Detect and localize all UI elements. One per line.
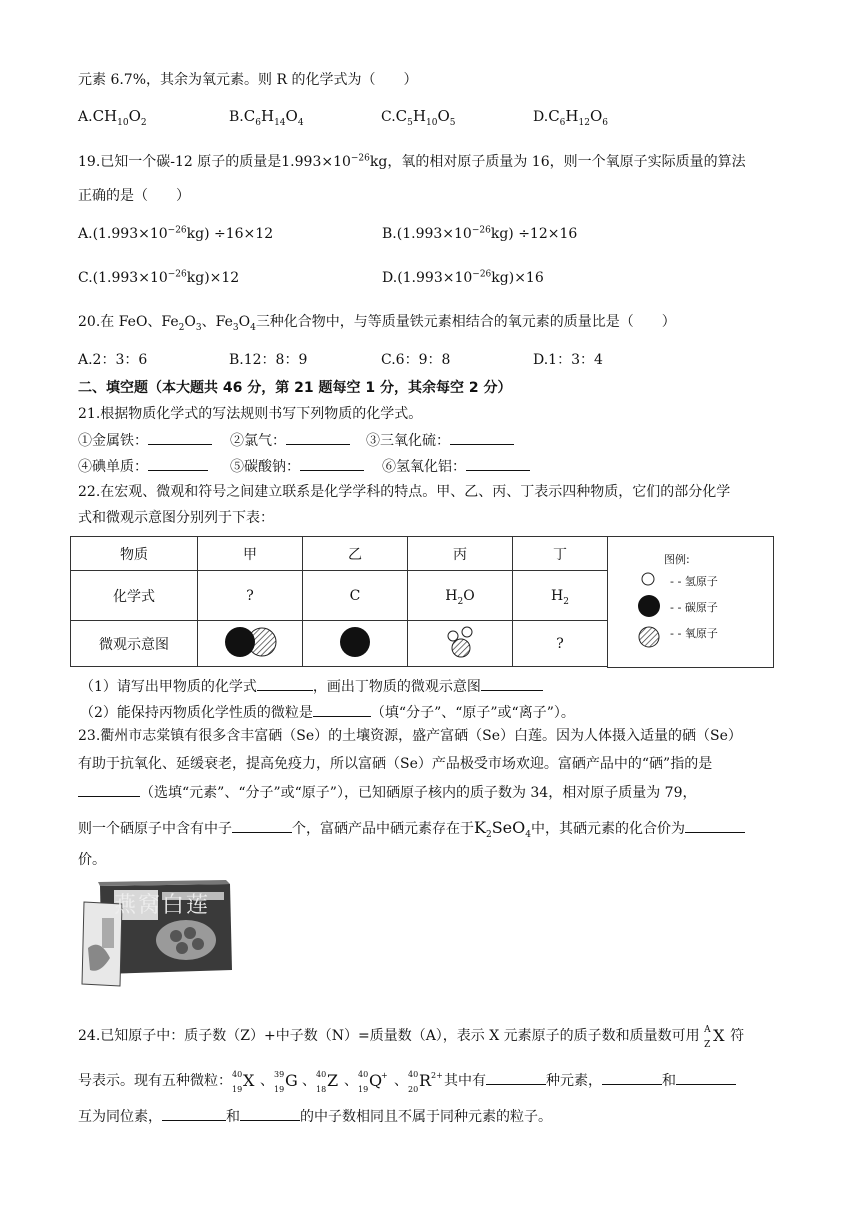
q21-item-5: ⑤碳酸钠： [230,456,364,477]
header-ding: 丁 [513,537,608,571]
jia-molecule-icon [215,622,285,662]
q21-item-4: ④碘单质： [78,456,208,477]
q19-option-b[interactable]: $B.(1.993\times 10^{-26}kg) \div 12\times 16$ [382,225,578,242]
legend-oxygen: - - 氧原子 [670,627,718,640]
row-micro-label: 微观示意图 [71,621,198,667]
q19-stem-line1: 19.已知一个碳-12 原子的质量是$1.993\times 10^{-26}kg$，氧的相对原子质量为 16，则一个氧原子实际质量的算法 [78,153,746,170]
bing-molecule-icon [435,622,485,662]
q22-table [70,536,608,667]
q21-blank-4[interactable] [148,456,208,471]
q23-line2: 有助于抗氧化、延缓衰老，提高免疫力，所以富硒（Se）产品极受市场欢迎。富硒产品中的“硒”指的是 [78,756,713,772]
q19-option-a[interactable]: $A.(1.993\times 10^{-26}kg) \div 16\times 12$ [78,225,274,242]
q20-stem: 20.在 FeO、$Fe_2O_3$、$Fe_3O_4$三种化合物中，与等质量铁元素相结合的氧元素的质量比是（ ） [78,314,676,333]
q19-option-c[interactable]: $C.(1.993\times 10^{-26}kg)\times 12$ [78,269,240,286]
q24-line1: 24.已知原子中：质子数（Z）+中子数（N）=质量数（A），表示 X 元素原子的质子数和质量数可用 A Z X 符 [78,1025,745,1050]
jia-micro [198,621,303,667]
q24-line2: 号表示。现有五种微粒： 40 19 X 、 39 19 G 、 40 18 Z 、 40 19 Q + 、 40 20 R 2+ 其中有 种元素， 和 [78,1070,736,1091]
yi-micro [303,621,408,667]
particle-list: 40 19 X 、 39 19 G 、 40 18 Z 、 40 19 Q + 、 40 20 R 2+ [232,1070,443,1094]
header-jia: 甲 [198,537,303,571]
legend-hydrogen: - - 氢原子 [670,575,718,588]
q22-sub1: （1）请写出甲物质的化学式 ，画出丁物质的微观示意图 [80,676,543,697]
q22-blank-2[interactable] [481,676,543,691]
q19-stem-line2: 正确的是（ ） [78,188,190,204]
q24-blank-4[interactable] [162,1106,226,1121]
bing-micro [408,621,513,667]
header-yi: 乙 [303,537,408,571]
q22-stem-line2: 式和微观示意图分别列于下表： [78,510,274,526]
q22-sub2: （2）能保持丙物质化学性质的微粒是 （填“分子”、“原子”或“离子”）。 [80,702,575,723]
q23-blank-1[interactable] [78,782,140,797]
q22-legend [607,536,774,668]
header-substance: 物质 [71,537,198,571]
q21-blank-1[interactable] [148,430,212,445]
nuclide-notation: A Z X [704,1025,725,1050]
particle-q: 40 19 Q + [358,1070,388,1094]
q20-option-b[interactable]: B.12：8：9 [229,352,308,368]
q18-option-a[interactable]: $A.CH_{10}O_2$ [78,107,147,128]
q21-stem: 21.根据物质化学式的写法规则书写下列物质的化学式。 [78,406,423,422]
yi-atom-icon [335,622,375,662]
q24-blank-1[interactable] [486,1070,546,1085]
q20-option-a[interactable]: A.2：3：6 [78,352,148,368]
q22-blank-3[interactable] [313,702,371,717]
q21-item-3: ③三氧化硫： [366,430,514,451]
particle-r: 40 20 R 2+ [408,1070,443,1094]
q18-option-b[interactable]: $B.C_6H_{14}O_4$ [229,107,304,128]
header-bing: 丙 [408,537,513,571]
carbon-atom-icon [636,593,662,619]
ding-micro: ? [513,621,608,667]
yi-formula: C [303,571,408,621]
q21-item-1: ①金属铁： [78,430,212,451]
particle-z: 40 18 Z [316,1070,339,1094]
bing-formula: $H_2O$ [408,571,513,621]
particle-x: 40 19 X [232,1070,255,1094]
legend-carbon: - - 碳原子 [670,601,718,614]
q19-option-d[interactable]: $D.(1.993\times 10^{-26}kg)\times 16$ [382,269,544,286]
q23-blank-3[interactable] [685,818,745,833]
q23-blank-2[interactable] [232,818,292,833]
product-box-text: 燕窝白莲 [114,893,211,918]
q20-option-d[interactable]: D.1：3：4 [533,352,603,368]
legend-title: 图例: [664,553,690,566]
q21-blank-3[interactable] [450,430,514,445]
q22-stem-line1: 22.在宏观、微观和符号之间建立联系是化学学科的特点。甲、乙、丙、丁表示四种物质，它们的部分化学 [78,484,731,500]
q18-option-d[interactable]: $D.C_6H_{12}O_6$ [533,107,608,128]
oxygen-atom-icon [637,625,661,649]
particle-g: 39 19 G [274,1070,298,1094]
q23-line1: 23.衢州市志棠镇有很多含丰富硒（Se）的土壤资源，盛产富硒（Se）白莲。因为人体摄入适量的硒（Se） [78,728,742,744]
q18-continuation: 元素 6.7%，其余为氧元素。则 R 的化学式为（ ） [78,72,418,88]
row-formula-label: 化学式 [71,571,198,621]
q21-blank-6[interactable] [466,456,530,471]
section-heading: 二、填空题（本大题共 46 分，第 21 题每空 1 分，其余每空 2 分） [78,380,512,396]
q24-blank-3[interactable] [676,1070,736,1085]
q21-item-6: ⑥氢氧化铝： [382,456,530,477]
hydrogen-atom-icon [638,569,658,589]
jia-formula: ? [198,571,303,621]
q20-option-c[interactable]: C.6：9：8 [381,352,451,368]
q21-item-2: ②氯气： [230,430,350,451]
q21-blank-2[interactable] [286,430,350,445]
ding-formula: $H_2$ [513,571,608,621]
q24-line3: 互为同位素， 和 的中子数相同且不属于同种元素的粒子。 [78,1106,552,1127]
q23-line3: （选填“元素”、“分子”或“原子”），已知硒原子核内的质子数为 34，相对原子质量为 79， [78,782,696,803]
q18-option-c[interactable]: $C.C_5H_{10}O_5$ [381,107,456,128]
q24-blank-5[interactable] [240,1106,300,1121]
q22-blank-1[interactable] [257,676,313,691]
q21-blank-5[interactable] [300,456,364,471]
q23-line5: 价。 [78,852,106,868]
q24-blank-2[interactable] [602,1070,662,1085]
q23-line4: 则一个硒原子中含有中子 个，富硒产品中硒元素存在于$K_2SeO_4$中，其硒元素的化合价为 [78,818,745,839]
